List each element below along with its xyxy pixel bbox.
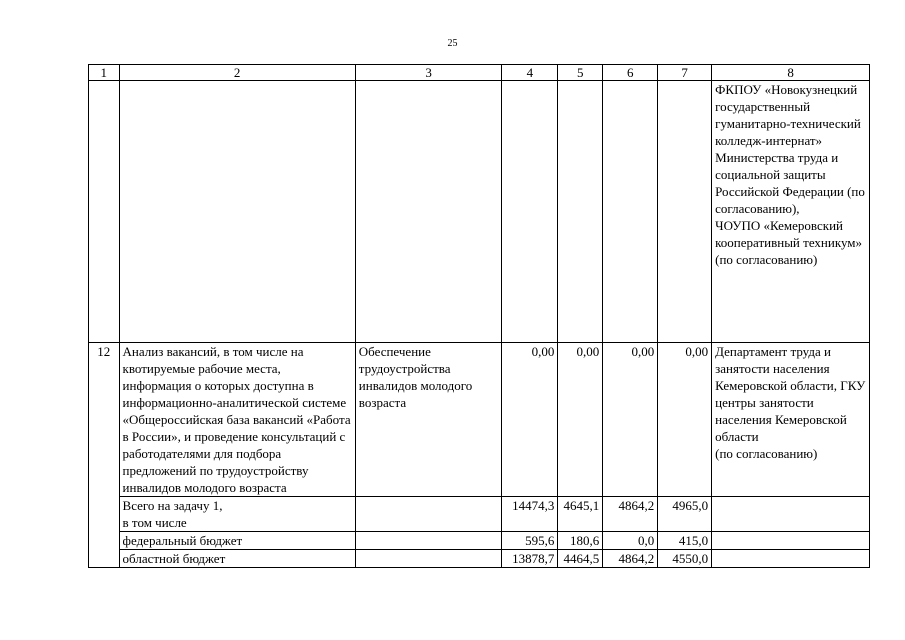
- cell-empty: [89, 81, 120, 343]
- header-cell: 4: [502, 65, 558, 81]
- header-cell: 2: [119, 65, 355, 81]
- executor-text: ЧОУПО «Кемеровский кооперативный техникум»: [715, 218, 863, 250]
- header-cell: 7: [658, 65, 712, 81]
- executor-cell: [712, 343, 870, 497]
- value-cell: 14474,3: [502, 497, 558, 532]
- executor-note: (по согласованию): [715, 252, 818, 267]
- value-cell: 0,00: [603, 343, 658, 497]
- header-cell: 8: [712, 65, 870, 81]
- continuation-row: [89, 81, 870, 343]
- header-cell: 3: [355, 65, 502, 81]
- value-cell: 595,6: [502, 532, 558, 550]
- federal-budget-row: [89, 532, 870, 550]
- value-cell: 0,00: [558, 343, 603, 497]
- value-cell: 4550,0: [658, 550, 712, 568]
- value-cell: 4645,1: [558, 497, 603, 532]
- executor-note: (по согласованию): [715, 446, 818, 461]
- cell-empty: [603, 81, 658, 343]
- executor-cell: [712, 81, 870, 343]
- value-cell: 4464,5: [558, 550, 603, 568]
- header-row: [89, 65, 870, 81]
- cell-empty: [712, 497, 870, 532]
- value-cell: 13878,7: [502, 550, 558, 568]
- cell-empty: [712, 532, 870, 550]
- value-cell: 0,0: [603, 532, 658, 550]
- activity-cell: Анализ вакансий, в том числе на квотируемые рабочие места, информация о которых доступна в информационно-аналитической системе «Общероссийская база вакансий «Работа в России», и проведение консультаций с работодателями для подбора предложений по трудоустройству инвалидов молодого возраста: [119, 343, 355, 497]
- total-label: Всего на задачу 1,: [122, 498, 223, 513]
- value-cell: 0,00: [658, 343, 712, 497]
- header-cell: 6: [603, 65, 658, 81]
- total-row: [89, 497, 870, 532]
- header-cell: 5: [558, 65, 603, 81]
- header-cell: 1: [89, 65, 120, 81]
- cell-empty: [355, 81, 502, 343]
- executor-text: Департамент труда и занятости населения Кемеровской области, ГКУ центры занятости населения Кемеровской области: [715, 344, 866, 444]
- program-table: [88, 64, 870, 568]
- cell-empty: [355, 497, 502, 532]
- total-label-sub: в том числе: [122, 515, 187, 530]
- row-number: 12: [89, 343, 120, 497]
- row-12: [89, 343, 870, 497]
- goal-cell: Обеспечение трудоустройства инвалидов молодого возраста: [355, 343, 502, 497]
- cell-empty: [119, 81, 355, 343]
- value-cell: 4864,2: [603, 497, 658, 532]
- cell-empty: [89, 532, 120, 550]
- cell-empty: [89, 497, 120, 532]
- regional-budget-row: [89, 550, 870, 568]
- value-cell: 0,00: [502, 343, 558, 497]
- value-cell: 4864,2: [603, 550, 658, 568]
- value-cell: 4965,0: [658, 497, 712, 532]
- cell-empty: [502, 81, 558, 343]
- federal-budget-label: федеральный бюджет: [119, 532, 355, 550]
- executor-text: ФКПОУ «Новокузнецкий государственный гуманитарно-технический колледж-интернат» Министерства труда и социальной защиты Российской Федерации (по согласованию),: [715, 82, 865, 216]
- cell-empty: [89, 550, 120, 568]
- cell-empty: [658, 81, 712, 343]
- cell-empty: [712, 550, 870, 568]
- page-number: 25: [447, 38, 458, 49]
- cell-empty: [558, 81, 603, 343]
- value-cell: 180,6: [558, 532, 603, 550]
- value-cell: 415,0: [658, 532, 712, 550]
- cell-empty: [355, 550, 502, 568]
- total-label-cell: [119, 497, 355, 532]
- regional-budget-label: областной бюджет: [119, 550, 355, 568]
- cell-empty: [355, 532, 502, 550]
